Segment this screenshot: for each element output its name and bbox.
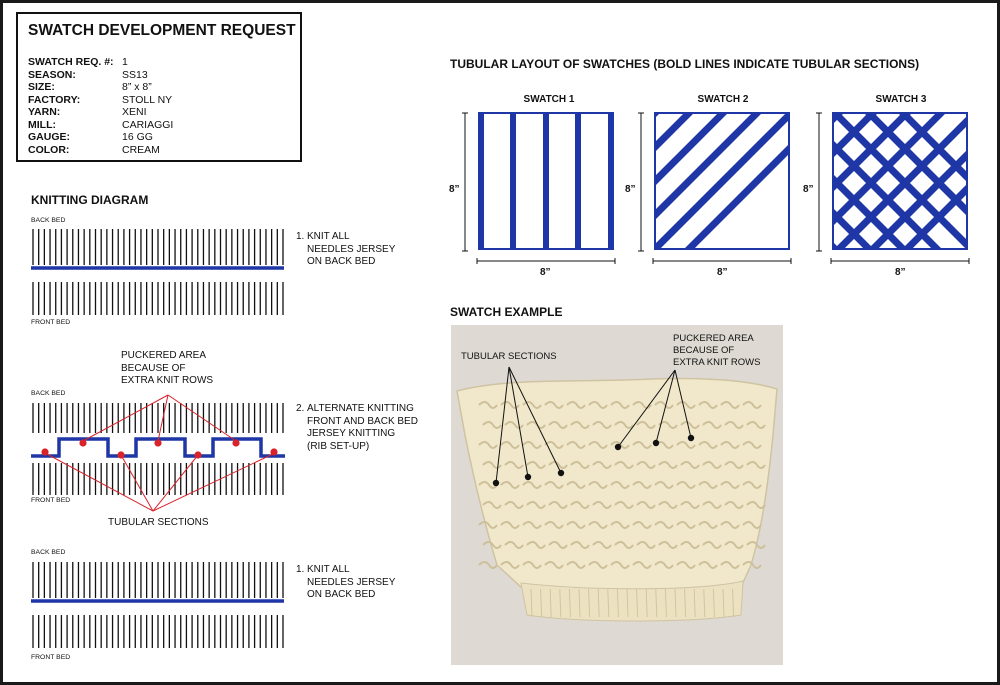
spec-row-req	[28, 56, 128, 68]
anno-line: EXTRA KNIT ROWS	[121, 375, 214, 386]
knit-fabric-illustration	[451, 325, 783, 665]
spec-value: STOLL NY	[122, 93, 173, 106]
anno-line: BECAUSE OF	[673, 345, 735, 356]
swatch-3-height-dim: 8”	[803, 184, 814, 195]
tubular-stripe	[831, 0, 971, 87]
pucker-ridge	[479, 562, 497, 568]
spec-row-mill	[28, 119, 173, 131]
spec-key: FACTORY:	[28, 93, 81, 106]
anno-line: PUCKERED AREA	[121, 350, 207, 361]
spec-key: YARN:	[28, 106, 61, 118]
spec-value: 1	[122, 56, 128, 68]
spec-row-season	[28, 69, 148, 81]
back-bed-label: BACK BED	[31, 217, 66, 224]
back-bed-label: BACK BED	[31, 390, 66, 397]
step-number: 1.	[296, 231, 305, 242]
tubular-pointer-line	[153, 453, 275, 511]
step-line: ON BACK BED	[307, 256, 376, 267]
tubular-sections-label: TUBULAR SECTIONS	[108, 517, 209, 528]
step-line: KNIT ALL	[307, 231, 350, 242]
needle-diagram-2	[3, 383, 303, 523]
stitch-dot	[270, 448, 277, 455]
stitch-dot	[154, 439, 161, 446]
step-line: JERSEY KNITTING	[307, 428, 396, 439]
photo-tubular-sections-label: TUBULAR SECTIONS	[461, 351, 557, 362]
step-line: ON BACK BED	[307, 589, 376, 600]
back-bed-label: BACK BED	[31, 549, 66, 556]
spec-row-size	[28, 81, 152, 93]
step-line: (RIB SET-UP)	[307, 440, 370, 452]
stitch-dot	[194, 451, 201, 458]
tubular-stripe	[831, 313, 971, 453]
spec-key: COLOR:	[28, 143, 70, 156]
spec-key: SIZE:	[28, 81, 55, 93]
step-number: 2.	[296, 403, 305, 414]
stitch-dot	[117, 451, 124, 458]
anno-line: PUCKERED AREA	[673, 333, 754, 344]
anno-line: BECAUSE OF	[121, 362, 186, 374]
tubular-stripe	[831, 279, 971, 419]
swatch-1-width-dim: 8”	[540, 267, 551, 278]
step-line: NEEDLES JERSEY	[307, 243, 396, 255]
tubular-stripe	[831, 0, 971, 53]
spec-row-factory	[28, 94, 172, 106]
tubular-layout-title: TUBULAR LAYOUT OF SWATCHES (BOLD LINES INDICATE TUBULAR SECTIONS)	[450, 57, 920, 71]
spec-key: GAUGE:	[28, 131, 70, 143]
step-line: FRONT AND BACK BED	[307, 415, 418, 427]
front-bed-label: FRONT BED	[31, 654, 71, 661]
swatch-1-height-dim: 8”	[449, 184, 460, 195]
photo-puckered-area-label	[673, 333, 760, 369]
puckered-pointer-line	[158, 395, 168, 441]
step-3-text	[296, 564, 395, 602]
swatch-1-label: SWATCH 1	[523, 94, 575, 105]
stitch-dot	[41, 448, 48, 455]
swatch-example-title: SWATCH EXAMPLE	[450, 305, 563, 319]
spec-value: XENI	[122, 106, 147, 118]
stitch-dot	[79, 439, 86, 446]
step-1-text	[296, 231, 395, 269]
dimension-lines	[443, 103, 983, 273]
anno-line: EXTRA KNIT ROWS	[673, 357, 761, 368]
stitch-dot	[232, 439, 239, 446]
step-line: KNIT ALL	[307, 564, 350, 575]
swatch-2-label: SWATCH 2	[697, 94, 749, 105]
spec-value: 16 GG	[122, 131, 153, 143]
swatch-2-height-dim: 8”	[625, 184, 636, 195]
step-number: 1.	[296, 564, 305, 575]
swatch-3-label: SWATCH 3	[875, 94, 927, 105]
puckered-area-label	[121, 350, 213, 388]
spec-key: SEASON:	[28, 68, 76, 81]
swatch-photo	[451, 325, 783, 665]
step-line: NEEDLES JERSEY	[307, 576, 396, 588]
swatch-3-width-dim: 8”	[895, 267, 906, 278]
step-line: ALTERNATE KNITTING	[307, 403, 414, 414]
front-bed-label: FRONT BED	[31, 497, 71, 504]
spec-value: CARIAGGI	[122, 118, 174, 131]
front-bed-label: FRONT BED	[31, 319, 71, 326]
knit-fabric	[457, 378, 777, 592]
spec-key: MILL:	[28, 118, 56, 131]
spec-row-color	[28, 144, 160, 156]
swatch-2-width-dim: 8”	[717, 267, 728, 278]
spec-row-yarn	[28, 106, 147, 118]
spec-value: CREAM	[122, 143, 160, 156]
step-2-text	[296, 403, 418, 453]
page	[3, 3, 997, 682]
spec-value: 8” x 8”	[122, 81, 152, 93]
spec-title: SWATCH DEVELOPMENT REQUEST	[28, 22, 296, 39]
spec-value: SS13	[122, 68, 148, 81]
spec-row-gauge	[28, 131, 153, 143]
spec-key: SWATCH REQ. #:	[28, 56, 114, 68]
spec-box	[16, 12, 302, 162]
knitting-diagram-title: KNITTING DIAGRAM	[31, 193, 149, 207]
